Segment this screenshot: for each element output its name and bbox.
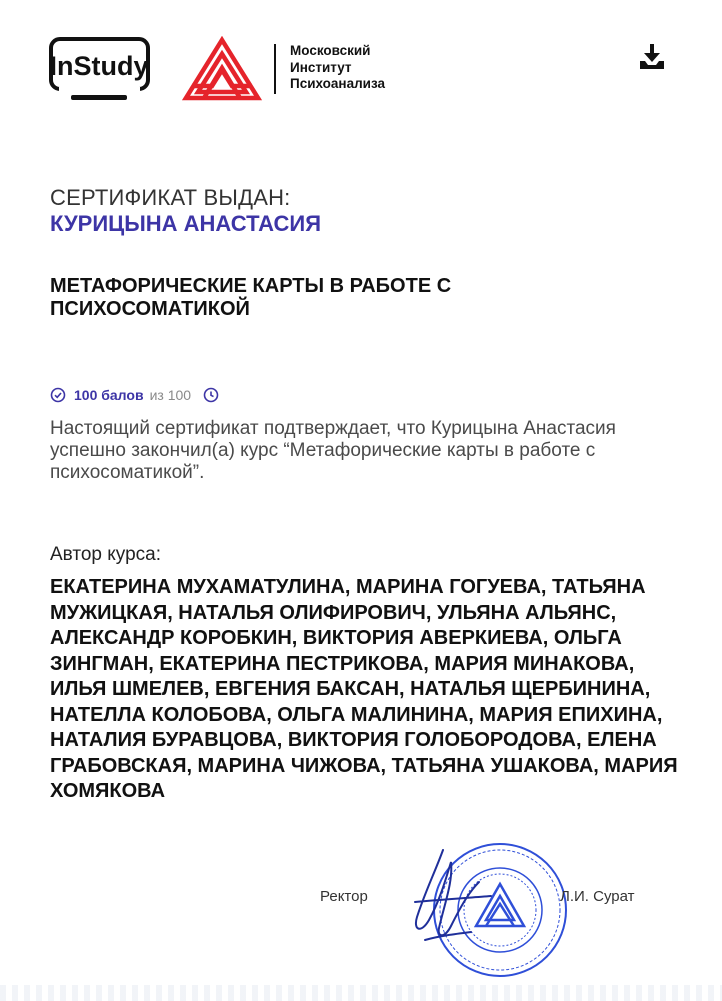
- score-row: [50, 385, 219, 405]
- clock-icon: [203, 387, 219, 403]
- institute-logo: [182, 36, 262, 102]
- download-icon: [636, 42, 668, 72]
- download-button[interactable]: [636, 42, 668, 72]
- recipient-name: КУРИЦЫНА АНАСТАСИЯ: [50, 211, 322, 236]
- institute-name: [290, 43, 385, 93]
- signature-block: [320, 840, 660, 990]
- course-title: МЕТАФОРИЧЕСКИЕ КАРТЫ В РАБОТЕ С ПСИХОСОМАТИКОЙ: [50, 275, 452, 320]
- svg-text:InStudy: InStudy: [49, 51, 149, 81]
- rector-signature: [395, 842, 505, 952]
- logo-divider: [274, 44, 276, 94]
- institute-name-line-1: Московский: [290, 43, 371, 58]
- instudy-logo: [49, 37, 150, 105]
- score-value: 100 балов: [74, 387, 144, 403]
- score-max: из 100: [149, 387, 192, 403]
- institute-name-line-2: Институт: [290, 59, 352, 75]
- footer-pattern: [0, 985, 722, 1001]
- author-label: Автор курса:: [50, 544, 161, 565]
- certificate-description: Настоящий сертификат подтверждает, что Курицына Анастасия успешно закончил(а) курс “Метафорические карты в работе с психосоматикой”.: [50, 418, 616, 483]
- course-authors: ЕКАТЕРИНА МУХАМАТУЛИНА, МАРИНА ГОГУЕВА, ТАТЬЯНА МУЖИЦКАЯ, НАТАЛЬЯ ОЛИФИРОВИЧ, УЛЬЯНА АЛЬЯНС, АЛЕКСАНДР КОРОБКИН, ВИКТОРИЯ АВЕРКИЕВА, ОЛЬГА ЗИНГМАН, ЕКАТЕРИНА ПЕСТРИКОВА, МАРИЯ МИНАКОВА, ИЛЬЯ ШМЕЛЕВ, ЕВГЕНИЯ БАКСАН, НАТАЛЬЯ ЩЕРБИНИНА, НАТЕЛЛА КОЛОБОВА, ОЛЬГА МАЛИНИНА, МАРИЯ ЕПИХИНА, НАТАЛИЯ БУРАВЦОВА, ВИКТОРИЯ ГОЛОБОРОДОВА, ЕЛЕНА ГРАБОВСКАЯ, МАРИНА ЧИЖОВА, ТАТЬЯНА УШАКОВА, МАРИЯ ХОМЯКОВА: [50, 576, 678, 802]
- rector-label: Ректор: [320, 888, 368, 905]
- rector-name: Л.И. Сурат: [560, 888, 635, 905]
- check-circle-icon: [50, 387, 66, 403]
- issued-label: СЕРТИФИКАТ ВЫДАН:: [50, 185, 291, 210]
- institute-name-line-3: Психоанализа: [290, 76, 386, 91]
